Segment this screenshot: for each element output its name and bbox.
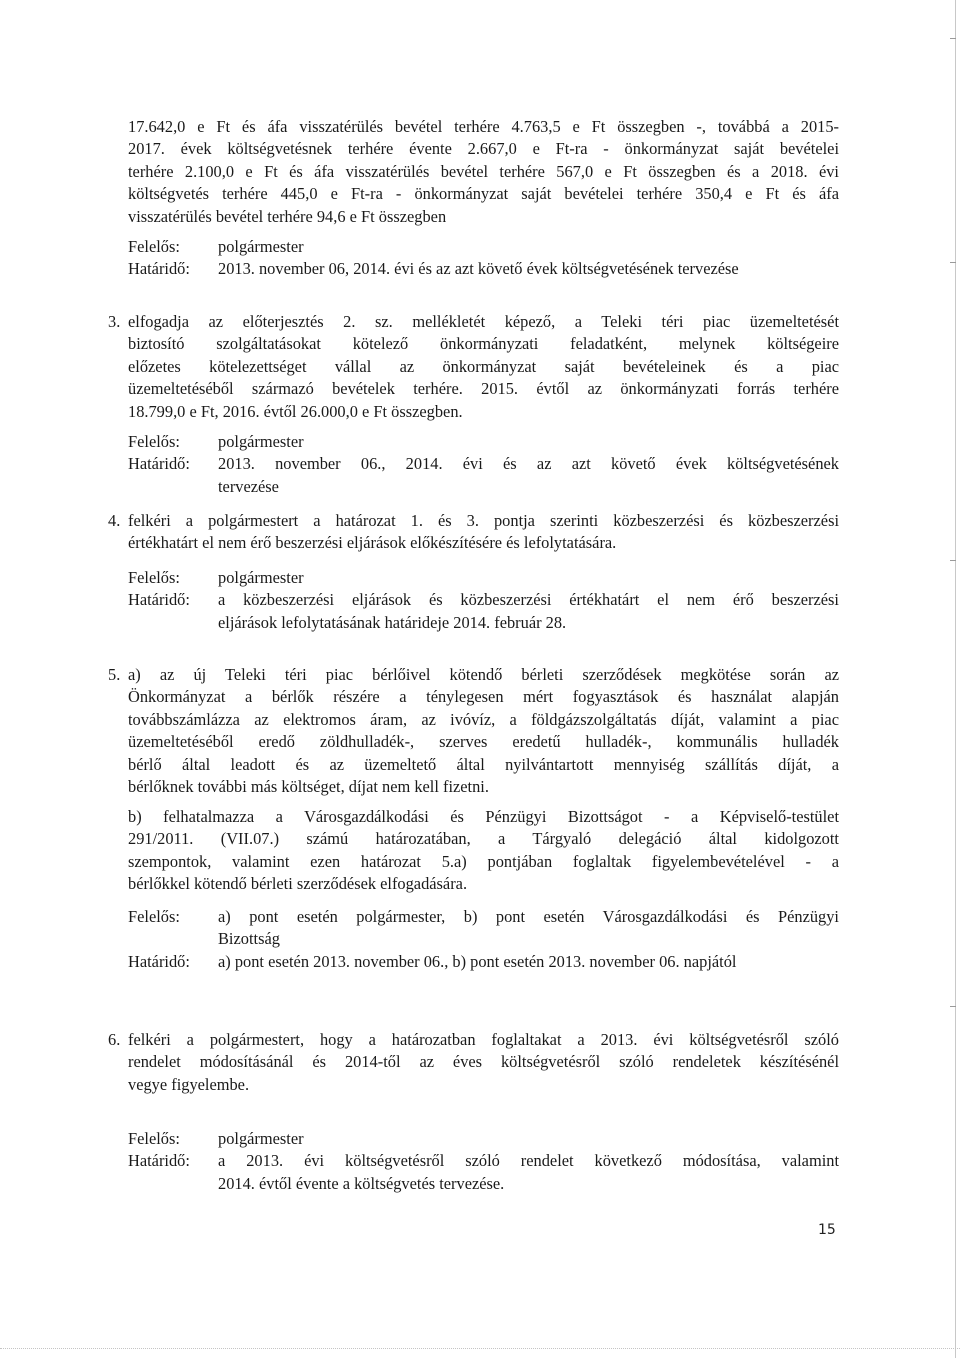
edge-tick bbox=[950, 1006, 956, 1007]
text-line: 291/2011. (VII.07.) számú határozatában, a Tárgyaló delegáció által kidolgozott bbox=[128, 829, 839, 849]
text-line: bérlőknek további más költséget, díjat nem kell fizetni. bbox=[128, 777, 489, 797]
intro-paragraph bbox=[128, 116, 839, 228]
hatarido-label: Határidő: bbox=[128, 259, 190, 279]
felelos-label: Felelős: bbox=[128, 907, 180, 926]
hatarido-value-cont: 2014. évtől évente a költségvetés tervezése. bbox=[218, 1173, 505, 1193]
indent-spacer bbox=[128, 928, 218, 950]
text-line: bérlőkkel kötendő bérleti szerződések elfogadására. bbox=[128, 874, 468, 894]
hatarido-value: 2013. november 06., 2014. évi és az azt követő évek költségvetésének bbox=[218, 454, 839, 474]
text-line: költségvetés terhére 445,0 e Ft-ra - önkormányzat saját bevételei terhére 350,4 e Ft és áfa bbox=[128, 184, 839, 204]
felelos-label: Felelős: bbox=[128, 568, 180, 587]
hatarido-row bbox=[128, 589, 839, 611]
felelos-row-cont bbox=[128, 928, 839, 950]
edge-tick bbox=[950, 262, 956, 263]
item3-responsibility bbox=[128, 431, 839, 498]
item5a-paragraph bbox=[128, 664, 839, 798]
item-number: 4. bbox=[108, 511, 121, 530]
text-line: vegye figyelembe. bbox=[128, 1074, 250, 1094]
hatarido-row bbox=[128, 453, 839, 475]
text-line: 18.799,0 e Ft, 2016. évtől 26.000,0 e Ft összegben. bbox=[128, 401, 463, 421]
hatarido-row-cont bbox=[128, 612, 839, 634]
text-line: előzetes kötelezettséget vállal az önkormányzat saját bevételeinek és a piac bbox=[128, 356, 839, 376]
hatarido-value: a) pont esetén 2013. november 06., b) pont esetén 2013. november 06. napjától bbox=[218, 951, 737, 971]
hatarido-value-cont: eljárások lefolytatásának határideje 2014. február 28. bbox=[218, 612, 567, 632]
felelos-value: polgármester bbox=[218, 568, 304, 587]
hatarido-value: a 2013. évi költségvetésről szóló rendelet következő módosítása, valamint bbox=[218, 1151, 839, 1171]
text-line: 2017. évek költségvetésnek terhére évente 2.667,0 e Ft-ra - önkormányzat saját bevételei bbox=[128, 139, 839, 159]
felelos-value: polgármester bbox=[218, 1129, 304, 1148]
hatarido-row-cont bbox=[128, 1173, 839, 1195]
item-number: 6. bbox=[108, 1030, 121, 1049]
hatarido-label: Határidő: bbox=[128, 1151, 190, 1171]
felelos-row bbox=[128, 567, 839, 589]
text-line: értékhatárt el nem érő beszerzési eljárások előkészítésére és lefolytatására. bbox=[128, 533, 617, 553]
text-line: Önkormányzat a bérlők részére a ténylegesen mért fogyasztások és használat alapján bbox=[128, 687, 839, 707]
hatarido-row bbox=[128, 951, 839, 973]
hatarido-label: Határidő: bbox=[128, 454, 190, 474]
text-line: b) felhatalmazza a Városgazdálkodási és Pénzügyi Bizottságot - a Képviselő-testület bbox=[128, 807, 839, 826]
intro-responsibility bbox=[128, 236, 839, 281]
edge-tick bbox=[950, 38, 956, 39]
text-line: felkéri a polgármestert, hogy a határozatban foglaltakat a 2013. évi költségvetésről szóló bbox=[128, 1030, 839, 1049]
item5b-paragraph bbox=[128, 806, 839, 896]
felelos-value-cont: Bizottság bbox=[218, 929, 280, 949]
item-number: 5. bbox=[108, 665, 121, 684]
text-line: üzemeltetéséből származó bevételek terhére. 2015. évtől az önkormányzati forrás terhére bbox=[128, 379, 839, 399]
text-line: 17.642,0 e Ft és áfa visszatérülés bevétel terhére 4.763,5 e Ft összegben -, továbbá a 2015- bbox=[128, 117, 839, 136]
felelos-label: Felelős: bbox=[128, 1129, 180, 1148]
item3-paragraph bbox=[128, 311, 839, 423]
hatarido-value: a közbeszerzési eljárások és közbeszerzési értékhatárt el nem érő beszerzési bbox=[218, 590, 839, 610]
item4-responsibility bbox=[128, 567, 839, 634]
indent-spacer bbox=[128, 476, 218, 498]
hatarido-label: Határidő: bbox=[128, 590, 190, 610]
felelos-label: Felelős: bbox=[128, 237, 180, 256]
felelos-label: Felelős: bbox=[128, 432, 180, 451]
hatarido-value: 2013. november 06, 2014. évi és az azt követő évek költségvetésének tervezése bbox=[218, 259, 739, 279]
item6-responsibility bbox=[128, 1128, 839, 1195]
edge-tick bbox=[950, 560, 956, 561]
felelos-row bbox=[128, 1128, 839, 1150]
text-line: továbbszámlázza az elektromos áram, az ivóvíz, a földgázszolgáltatás díját, valamint a piac bbox=[128, 709, 839, 729]
page-edge-line bbox=[955, 0, 956, 1358]
text-line: terhére 2.100,0 e Ft és áfa visszatérülés bevétel terhére 567,0 e Ft összegben és a 2018. évi bbox=[128, 161, 839, 181]
hatarido-row bbox=[128, 1150, 839, 1172]
hatarido-row bbox=[128, 258, 839, 280]
felelos-row bbox=[128, 431, 839, 453]
hatarido-row-cont bbox=[128, 476, 839, 498]
felelos-row bbox=[128, 906, 839, 928]
text-line: biztosító szolgáltatásokat kötelező önkormányzati feladatként, melynek költségeire bbox=[128, 334, 839, 354]
text-line: elfogadja az előterjesztés 2. sz. mellékletét képező, a Teleki téri piac üzemeltetését bbox=[128, 312, 839, 331]
felelos-row bbox=[128, 236, 839, 258]
indent-spacer bbox=[128, 1173, 218, 1195]
page-number: 15 bbox=[818, 1222, 836, 1238]
scan-noise bbox=[0, 1348, 960, 1349]
hatarido-label: Határidő: bbox=[128, 951, 190, 971]
felelos-value: polgármester bbox=[218, 432, 304, 451]
item5-responsibility bbox=[128, 906, 839, 973]
indent-spacer bbox=[128, 612, 218, 634]
item6-paragraph bbox=[128, 1029, 839, 1096]
item4-paragraph bbox=[128, 510, 839, 555]
item-number: 3. bbox=[108, 312, 121, 331]
felelos-value: a) pont esetén polgármester, b) pont esetén Városgazdálkodási és Pénzügyi bbox=[218, 907, 839, 926]
felelos-value: polgármester bbox=[218, 237, 304, 256]
text-line: visszatérülés bevétel terhére 94,6 e Ft összegben bbox=[128, 206, 447, 226]
text-line: üzemeltetéséből eredő zöldhulladék-, szerves eredetű hulladék-, kommunális hulladék bbox=[128, 732, 839, 752]
text-line: rendelet módosításánál és 2014-től az éves költségvetésről szóló rendeletek készítésénél bbox=[128, 1052, 839, 1072]
text-line: a) az új Teleki téri piac bérlőivel kötendő bérleti szerződések megkötése során az bbox=[128, 665, 839, 684]
hatarido-value-cont: tervezése bbox=[218, 476, 279, 496]
text-line: felkéri a polgármestert a határozat 1. és 3. pontja szerinti közbeszerzési és közbeszerzési bbox=[128, 511, 839, 530]
text-line: bérlő által leadott és az üzemeltető által nyilvántartott mennyiség szállítás díját, a bbox=[128, 754, 839, 774]
text-line: szempontok, valamint ezen határozat 5.a) pontjában foglaltak figyelembevételével - a bbox=[128, 851, 839, 871]
